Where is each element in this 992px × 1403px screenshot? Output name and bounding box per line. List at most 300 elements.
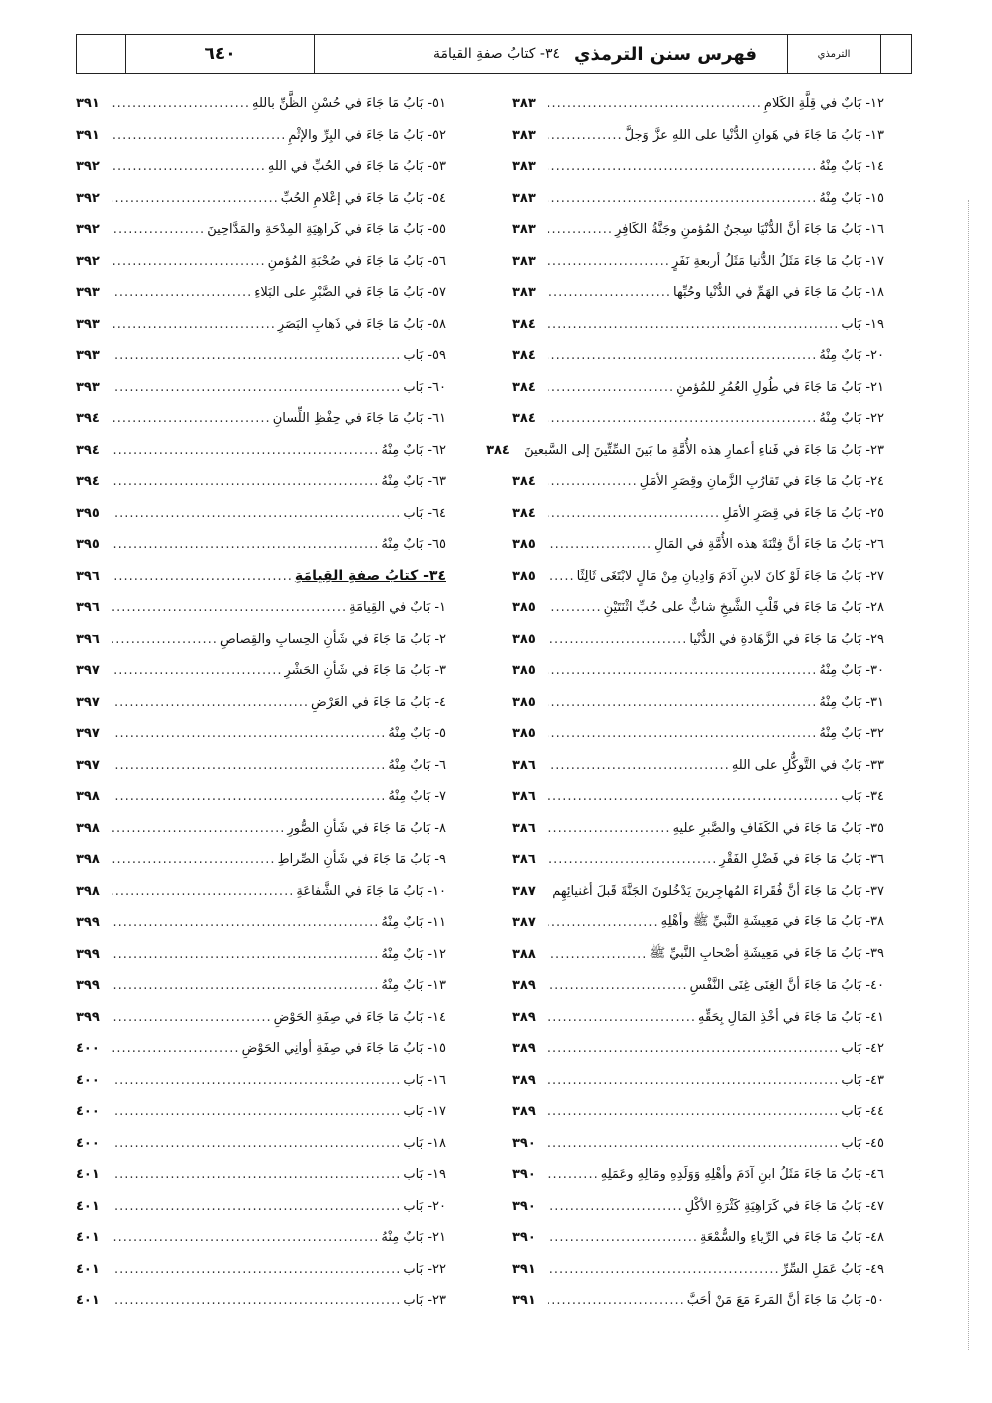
- leader-dots: [548, 348, 817, 363]
- toc-entry: [512, 1285, 884, 1317]
- toc-entry-page: ٣٩٨: [76, 820, 100, 836]
- toc-entry: [512, 214, 884, 246]
- toc-entry: [76, 907, 446, 939]
- leader-dots: [548, 411, 817, 426]
- toc-entry-page: ٤٠٠: [76, 1041, 100, 1057]
- toc-entry-page: ٣٩٥: [76, 505, 100, 521]
- leader-dots: [548, 1199, 683, 1214]
- toc-entry-page: ٣٨٣: [512, 159, 536, 175]
- leader-dots: [112, 978, 379, 993]
- leader-dots: [112, 443, 379, 458]
- leader-dots: [112, 852, 276, 867]
- leader-dots: [548, 695, 817, 710]
- toc-entry-title: ٢٠- بَاب: [403, 1198, 446, 1214]
- leader-dots: [548, 1167, 599, 1182]
- toc-entry-page: ٣٩٧: [76, 726, 100, 742]
- toc-entry: [76, 844, 446, 876]
- toc-entry: [76, 1159, 446, 1191]
- toc-entry: [76, 624, 446, 656]
- leader-dots: [112, 821, 285, 836]
- toc-entry-page: ٣٩٣: [76, 316, 100, 332]
- toc-entry-title: ٥١- بَابُ مَا جَاءَ في حُسْنِ الظَّنِّ باللهِ: [252, 96, 446, 112]
- leader-dots: [112, 254, 266, 269]
- leader-dots: [112, 758, 386, 773]
- toc-entry: [512, 246, 884, 278]
- toc-entry: [76, 1002, 446, 1034]
- toc-entry-page: ٣٩٢: [76, 159, 100, 175]
- toc-entry-title: ٤٢- بَاب: [841, 1041, 884, 1057]
- toc-entry-title: ١١- بَابٌ مِنْهُ: [381, 915, 446, 931]
- leader-dots: [548, 1293, 685, 1308]
- toc-entry-title: ٣٦- بَابُ مَا جَاءَ في فَضْلِ الفَقْرِ: [719, 852, 884, 868]
- toc-entry: [512, 403, 884, 435]
- toc-entry: [76, 309, 446, 341]
- toc-column-left: [76, 88, 446, 1317]
- toc-entry-title: ٤٨- بَابُ مَا جَاءَ في الرِّياءِ والسُّمْعَةِ: [700, 1230, 884, 1246]
- toc-entry-title: ٦٥- بَابٌ مِنْهُ: [381, 537, 446, 553]
- toc-entry: [512, 340, 884, 372]
- leader-dots: [548, 726, 817, 741]
- leader-dots: [112, 1104, 401, 1119]
- toc-entry-page: ٣٩٩: [76, 1009, 100, 1025]
- toc-entry-page: ٣٩٠: [512, 1135, 536, 1151]
- toc-entry-page: ٣٩٧: [76, 757, 100, 773]
- leader-dots: [548, 915, 659, 930]
- toc-entry-page: ٣٩٩: [76, 978, 100, 994]
- leader-dots: [112, 632, 218, 647]
- toc-entry-page: ٣٨٧: [512, 915, 536, 931]
- toc-entry: [512, 498, 884, 530]
- toc-entry-title: ٧- بَابٌ مِنْهُ: [388, 789, 446, 805]
- toc-entry: [512, 1002, 884, 1034]
- toc-entry-title: ٤٠- بَابُ مَا جَاءَ أنَّ الغِنَى غِنَى النَّفْسِ: [689, 978, 884, 994]
- toc-entry-title: ٦١- بَابُ مَا جَاءَ في حِفْظِ اللِّسانِ: [272, 411, 446, 427]
- leader-dots: [112, 600, 347, 615]
- leader-dots: [548, 191, 817, 206]
- toc-entry-title: ٥٧- بَابُ مَا جَاءَ في الصَّبْرِ على البَلاءِ: [254, 285, 446, 301]
- toc-entry-page: ٣٩٩: [76, 915, 100, 931]
- leader-dots: [112, 1230, 379, 1245]
- leader-dots: [548, 600, 602, 615]
- toc-entry-title: ٥٠- بَابُ مَا جَاءَ أنَّ المَرءَ مَعَ مَنْ أحَبَّ: [686, 1293, 884, 1309]
- toc-entry-title: ٦- بَابٌ مِنْهُ: [388, 757, 446, 773]
- toc-entry-page: ٣٩٤: [76, 411, 100, 427]
- leader-dots: [548, 506, 720, 521]
- leader-dots: [112, 96, 250, 111]
- leader-dots: [548, 821, 671, 836]
- leader-dots: [548, 663, 817, 678]
- leader-dots: [548, 254, 670, 269]
- toc-entry-page: ٣٨٥: [512, 600, 536, 616]
- leader-dots: [548, 285, 671, 300]
- header-author: الترمذي: [787, 35, 880, 73]
- toc-entry-title: ٥٩- بَاب: [403, 348, 446, 364]
- toc-entry: [512, 655, 884, 687]
- page-edge-dotted-line: [968, 200, 969, 1350]
- toc-entry-page: ٣٨٤: [512, 348, 536, 364]
- toc-entry: [512, 88, 884, 120]
- toc-entry-page: ٣٨٩: [512, 1104, 536, 1120]
- toc-entry-page: ٣٨٥: [512, 537, 536, 553]
- toc-entry: [76, 214, 446, 246]
- leader-dots: [112, 222, 205, 237]
- toc-entry-page: ٣٩١: [76, 96, 100, 112]
- toc-entry-title: ٣٢- بَابٌ مِنْهُ: [819, 726, 884, 742]
- toc-entry: [76, 687, 446, 719]
- toc-entry: [512, 813, 884, 845]
- toc-entry-page: ٣٨٤: [512, 316, 536, 332]
- toc-entry: [76, 340, 446, 372]
- toc-entry: [512, 1033, 884, 1065]
- leader-dots: [112, 1010, 272, 1025]
- toc-entry: [512, 1128, 884, 1160]
- leader-dots: [112, 191, 279, 206]
- toc-entry-page: ٣٨٩: [512, 1009, 536, 1025]
- toc-entry: [76, 498, 446, 530]
- toc-entry: [512, 970, 884, 1002]
- toc-entry: [512, 151, 884, 183]
- leader-dots: [112, 569, 293, 584]
- toc-entry-page: ٣٨٣: [512, 222, 536, 238]
- leader-dots: [548, 1104, 839, 1119]
- toc-chapter-heading: [76, 561, 446, 593]
- toc-entry-page: ٣٨٧: [512, 883, 536, 899]
- toc-entry-title: ٥٥- بَابُ مَا جَاءَ في كَراهِيَةِ المِدْحَةِ والمَدَّاحِينَ: [207, 222, 446, 238]
- leader-dots: [112, 1262, 401, 1277]
- toc-entry-title: ١٤- بَابٌ مِنْهُ: [819, 159, 884, 175]
- leader-dots: [548, 632, 687, 647]
- toc-entry: [76, 1128, 446, 1160]
- leader-dots: [112, 663, 282, 678]
- leader-dots: [112, 1167, 401, 1182]
- toc-entry-page: ٣٩٦: [76, 600, 100, 616]
- toc-entry: [76, 435, 446, 467]
- toc-entry-page: ٤٠١: [76, 1293, 100, 1309]
- toc-entry-title: ٣- بَابُ مَا جَاءَ في شَأنِ الحَشْرِ: [284, 663, 446, 679]
- toc-entry-title: ٥- بَابٌ مِنْهُ: [388, 726, 446, 742]
- toc-entry: [76, 1033, 446, 1065]
- toc-entry-title: ٢٠- بَابٌ مِنْهُ: [819, 348, 884, 364]
- toc-entry-title: ٢٣- بَابُ مَا جَاءَ في فَناءِ أعمارِ هذه الأُمَّةِ ما بَينَ السِّتِّينَ إلى السَّبعينَ: [524, 442, 884, 458]
- toc-entry-page: ٣٩٦: [76, 631, 100, 647]
- leader-dots: [548, 947, 647, 962]
- toc-entry-title: ٢٦- بَابُ مَا جَاءَ أنَّ فِتْنَةَ هذه الأُمَّةِ في المَالِ: [654, 537, 884, 553]
- toc-entry-title: ٢٧- بَابُ مَا جَاءَ لَوْ كانَ لابنِ آدَمَ وَادِيانِ مِنْ مَالٍ لابْتَغَى ثَالِثًا: [576, 568, 884, 584]
- toc-entry-title: ٢- بَابُ مَا جَاءَ في شَأنِ الحِسابِ والقِصاصِ: [219, 631, 446, 647]
- toc-entry-page: ٣٩٢: [76, 253, 100, 269]
- toc-entry: [512, 309, 884, 341]
- toc-entry: [512, 1254, 884, 1286]
- toc-entry-page: ٣٨٨: [512, 946, 536, 962]
- leader-dots: [548, 1073, 839, 1088]
- toc-entry-title: ٤٥- بَاب: [841, 1135, 884, 1151]
- toc-entry-title: ١٨- بَابُ مَا جَاءَ في الهَمِّ في الدُّنْيا وحُبِّها: [673, 285, 884, 301]
- toc-entry-title: ٤١- بَابُ مَا جَاءَ في أخْذِ المَالِ بِحَقِّهِ: [697, 1009, 884, 1025]
- toc-entry-page: ٣٩٢: [76, 222, 100, 238]
- toc-entry: [76, 403, 446, 435]
- toc-entry-title: ٣٤- بَاب: [841, 789, 884, 805]
- toc-entry: [512, 907, 884, 939]
- toc-entry: [76, 120, 446, 152]
- toc-entry-title: ٢٢- بَابٌ مِنْهُ: [819, 411, 884, 427]
- toc-entry-title: ٢١- بَابُ مَا جَاءَ في طُولِ العُمُرِ للمُؤمنِ: [676, 379, 884, 395]
- leader-dots: [112, 726, 386, 741]
- leader-dots: [548, 1262, 780, 1277]
- toc-entry-title: ١- بَابٌ في القِيامَةِ: [349, 600, 446, 616]
- leader-dots: [112, 695, 309, 710]
- leader-dots: [548, 474, 638, 489]
- toc-entry-title: ٢٢- بَاب: [403, 1261, 446, 1277]
- leader-dots: [548, 1136, 839, 1151]
- toc-entry-title: ١٤- بَابُ مَا جَاءَ في صِفَةِ الحَوْضِ: [273, 1009, 446, 1025]
- toc-entry-page: ٣٨٣: [512, 190, 536, 206]
- toc-entry-title: ١٧- بَابُ مَا جَاءَ مَثَلُ الدُّنيا مَثَلُ أربعةِ نَفَرٍ: [671, 253, 884, 269]
- toc-entry-title: ٤٤- بَاب: [841, 1104, 884, 1120]
- toc-entry-title: ٣٣- بَابٌ في التَّوكُّلِ على اللهِ: [731, 757, 884, 773]
- leader-dots: [548, 128, 623, 143]
- toc-entry: [512, 592, 884, 624]
- toc-entry-page: ٣٨٦: [512, 757, 536, 773]
- toc-entry: [76, 1065, 446, 1097]
- toc-entry: [512, 1191, 884, 1223]
- toc-entry-page: ٣٨٥: [512, 694, 536, 710]
- toc-entry-page: ٤٠٠: [76, 1104, 100, 1120]
- leader-dots: [112, 537, 379, 552]
- toc-entry-title: ٤٦- بَابُ مَا جَاءَ مَثَلُ ابنِ آدَمَ وأهْلِهِ وَوَلَدِهِ ومَالِهِ وعَمَلِهِ: [600, 1167, 884, 1183]
- leader-dots: [112, 1041, 240, 1056]
- toc-entry: [512, 120, 884, 152]
- leader-dots: [548, 159, 817, 174]
- leader-dots: [548, 884, 550, 899]
- leader-dots: [548, 569, 575, 584]
- toc-entry: [486, 435, 884, 467]
- header-title: فهرس سنن الترمذي: [574, 43, 757, 65]
- toc-entry-title: ١٣- بَابٌ مِنْهُ: [381, 978, 446, 994]
- page-number: ٦٤٠: [125, 35, 314, 73]
- leader-dots: [112, 348, 401, 363]
- leader-dots: [112, 1293, 401, 1308]
- toc-entry: [76, 529, 446, 561]
- toc-entry-page: ٣٩٨: [76, 852, 100, 868]
- toc-entry-page: ٣٨٣: [512, 127, 536, 143]
- toc-entry-page: ٣٨٥: [512, 726, 536, 742]
- toc-entry: [512, 1096, 884, 1128]
- toc-entry-page: ٣٩٣: [76, 379, 100, 395]
- toc-entry: [76, 151, 446, 183]
- leader-dots: [548, 380, 674, 395]
- leader-dots: [548, 1230, 698, 1245]
- toc-entry-title: ٢٥- بَابُ مَا جَاءَ في قِصَرِ الأمَلِ: [722, 505, 884, 521]
- toc-entry-page: ٣٩٤: [76, 474, 100, 490]
- toc-entry: [512, 687, 884, 719]
- toc-entry-page: ٣٨٩: [512, 978, 536, 994]
- leader-dots: [112, 506, 401, 521]
- toc-entry-title: ١٦- بَابُ مَا جَاءَ أنَّ الدُّنْيَا سِجنُ المُؤمنِ وجَنَّةُ الكَافِرِ: [615, 222, 884, 238]
- toc-entry-title: ٢٣- بَاب: [403, 1293, 446, 1309]
- toc-entry: [512, 183, 884, 215]
- toc-entry-title: ٤- بَابُ مَا جَاءَ في العَرْضِ: [311, 694, 446, 710]
- toc-entry: [76, 466, 446, 498]
- toc-column-right: [486, 88, 884, 1317]
- toc-entry: [512, 1222, 884, 1254]
- toc-entry-title: ٦٢- بَابٌ مِنْهُ: [381, 442, 446, 458]
- toc-entry-title: ٢٤- بَابُ مَا جَاءَ في تَقارُبِ الزَّمانِ وقِصَرِ الأمَلِ: [639, 474, 884, 490]
- toc-entry-page: ٣٩٠: [512, 1230, 536, 1246]
- toc-entry-page: ٣٩٣: [76, 348, 100, 364]
- toc-entry-page: ٣٩٩: [76, 946, 100, 962]
- leader-dots: [548, 317, 839, 332]
- leader-dots: [112, 884, 294, 899]
- toc-entry: [76, 718, 446, 750]
- toc-entry-page: ٣٩٧: [76, 663, 100, 679]
- leader-dots: [548, 1041, 839, 1056]
- toc-entry-title: ٦٤- بَاب: [403, 505, 446, 521]
- toc-entry: [512, 277, 884, 309]
- toc-entry: [512, 1065, 884, 1097]
- toc-entry: [76, 655, 446, 687]
- toc-entry-page: ٣٨٤: [486, 442, 510, 458]
- toc-entry-title: ٨- بَابُ مَا جَاءَ في شَأنِ الصُّورِ: [287, 820, 446, 836]
- leader-dots: [548, 96, 762, 111]
- leader-dots: [548, 852, 717, 867]
- leader-dots: [112, 474, 379, 489]
- toc-entry-title: ١٣- بَابُ مَا جَاءَ في هَوانِ الدُّنْيا على اللهِ عزَّ وَجلَّ: [624, 127, 884, 143]
- leader-dots: [112, 1073, 401, 1088]
- toc-entry-title: ٣٩- بَابُ مَا جَاءَ في مَعِيشَةِ أصْحابِ النَّبيِّ ﷺ: [649, 945, 884, 961]
- toc-entry-page: ٤٠١: [76, 1261, 100, 1277]
- toc-entry-title: ١٧- بَاب: [403, 1104, 446, 1120]
- toc-entry-page: ٤٠١: [76, 1230, 100, 1246]
- toc-entry-title: ٣١- بَابٌ مِنْهُ: [819, 694, 884, 710]
- toc-entry-page: ٣٨٦: [512, 820, 536, 836]
- toc-entry: [76, 876, 446, 908]
- toc-entry-page: ٤٠٠: [76, 1135, 100, 1151]
- leader-dots: [112, 380, 401, 395]
- toc-entry-page: ٣٨٤: [512, 474, 536, 490]
- toc-entry-page: ٣٨٣: [512, 253, 536, 269]
- toc-entry-page: ٣٨٤: [512, 411, 536, 427]
- toc-entry-title: ١٢- بَابٌ مِنْهُ: [381, 946, 446, 962]
- toc-entry-title: ٤٣- بَاب: [841, 1072, 884, 1088]
- toc-entry-page: ٣٩٠: [512, 1198, 536, 1214]
- toc-entry: [76, 1254, 446, 1286]
- toc-entry-page: ٣٩٨: [76, 789, 100, 805]
- toc-entry: [76, 372, 446, 404]
- leader-dots: [548, 537, 652, 552]
- toc-entry-title: ٥٦- بَابُ مَا جَاءَ في صُحْبَةِ المُؤمنِ: [267, 253, 446, 269]
- header-edge-cell: [77, 35, 125, 73]
- toc-entry-title: ١٨- بَاب: [403, 1135, 446, 1151]
- leader-dots: [548, 1010, 696, 1025]
- toc-entry-page: ٣٨٣: [512, 96, 536, 112]
- leader-dots: [112, 947, 379, 962]
- toc-entry-page: ٣٩١: [512, 1261, 536, 1277]
- toc-entry: [76, 183, 446, 215]
- toc-entry-title: ١٥- بَابُ مَا جَاءَ في صِفَةِ أوانِي الحَوْضِ: [241, 1041, 446, 1057]
- toc-entry: [76, 1191, 446, 1223]
- toc-entry-title: ٣٨- بَابُ مَا جَاءَ في مَعِيشَةِ النَّبيِّ ﷺ وأهْلِهِ: [660, 914, 884, 930]
- toc-entry: [512, 844, 884, 876]
- toc-entry-title: ١٩- بَاب: [841, 316, 884, 332]
- toc-entry: [76, 592, 446, 624]
- leader-dots: [112, 1136, 401, 1151]
- toc-entry-page: ٣٩٤: [76, 442, 100, 458]
- leader-dots: [112, 128, 286, 143]
- toc-entry-title: ١٠- بَابُ مَا جَاءَ في الشَّفاعَةِ: [296, 883, 446, 899]
- toc-entry: [512, 624, 884, 656]
- toc-entry-title: ١٦- بَاب: [403, 1072, 446, 1088]
- toc-entry: [512, 561, 884, 593]
- toc-entry-title: ٣٥- بَابُ مَا جَاءَ في الكَفَافِ والصَّبرِ عليهِ: [672, 820, 884, 836]
- leader-dots: [112, 789, 386, 804]
- leader-dots: [112, 285, 252, 300]
- toc-entry: [512, 750, 884, 782]
- leader-dots: [548, 758, 730, 773]
- toc-entry-title: ١٢- بَابٌ في قِلَّةِ الكَلامِ: [763, 96, 884, 112]
- toc-entry: [512, 781, 884, 813]
- toc-entry-title: ٦٣- بَابٌ مِنْهُ: [381, 474, 446, 490]
- toc-entry-page: ٣٩٢: [76, 190, 100, 206]
- toc-entry-title: ٢٩- بَابُ مَا جَاءَ في الزَّهَادةِ في الدُّنْيا: [689, 631, 884, 647]
- toc-entry-page: ٤٠١: [76, 1167, 100, 1183]
- toc-entry: [512, 529, 884, 561]
- leader-dots: [112, 915, 379, 930]
- header-edge-cell: [880, 35, 911, 73]
- toc-entry: [76, 813, 446, 845]
- running-header: [76, 34, 912, 74]
- toc-entry: [76, 1096, 446, 1128]
- toc-entry-title: ٥٣- بَابُ مَا جَاءَ في الحُبِّ في اللهِ: [267, 159, 446, 175]
- toc-entry-page: ٣٨٦: [512, 852, 536, 868]
- toc-entry: [76, 939, 446, 971]
- leader-dots: [112, 1199, 401, 1214]
- toc-entry-title: ٥٨- بَابُ مَا جَاءَ في ذَهابِ البَصَرِ: [277, 316, 446, 332]
- toc-entry: [76, 781, 446, 813]
- toc-entry-title: ٣٠- بَابٌ مِنْهُ: [819, 663, 884, 679]
- toc-entry-title: ٦٠- بَاب: [403, 379, 446, 395]
- toc-entry: [512, 718, 884, 750]
- toc-entry-title: ١٩- بَاب: [403, 1167, 446, 1183]
- toc-entry-page: ٣٩١: [512, 1293, 536, 1309]
- toc-entry-title: ١٥- بَابٌ مِنْهُ: [819, 190, 884, 206]
- leader-dots: [548, 789, 839, 804]
- leader-dots: [112, 411, 271, 426]
- toc-entry-title: ٥٢- بَابُ مَا جَاءَ في البِرِّ والإثْمِ: [288, 127, 446, 143]
- toc-entry: [76, 750, 446, 782]
- leader-dots: [548, 978, 688, 993]
- toc-entry: [76, 970, 446, 1002]
- header-title-cell: [314, 35, 787, 73]
- toc-entry-page: ٣٨٥: [512, 631, 536, 647]
- toc-entry-title: ٢١- بَابٌ مِنْهُ: [381, 1230, 446, 1246]
- toc-entry: [512, 372, 884, 404]
- toc-entry: [76, 88, 446, 120]
- toc-entry-page: ٣٩٣: [76, 285, 100, 301]
- toc-entry: [512, 466, 884, 498]
- toc-entry-page: ٣٩٥: [76, 537, 100, 553]
- toc-entry-page: ٣٨٤: [512, 379, 536, 395]
- toc-entry-page: ٣٨٦: [512, 789, 536, 805]
- toc-entry-title: ٣٤- كتابُ صفةِ القِيامَةِ: [294, 568, 446, 585]
- toc-entry-title: ٤٧- بَابُ مَا جَاءَ في كَرَاهِيَةِ كَثْرَةِ الأكْلِ: [684, 1198, 884, 1214]
- toc-entry-page: ٣٨٥: [512, 568, 536, 584]
- toc-entry-page: ٣٨٤: [512, 505, 536, 521]
- toc-entry-page: ٣٨٩: [512, 1041, 536, 1057]
- toc-entry-title: ٩- بَابُ مَا جَاءَ في شَأنِ الصِّراطِ: [277, 852, 446, 868]
- toc-entry-page: ٣٨٩: [512, 1072, 536, 1088]
- toc-entry-page: ٣٩٨: [76, 883, 100, 899]
- toc-entry: [76, 277, 446, 309]
